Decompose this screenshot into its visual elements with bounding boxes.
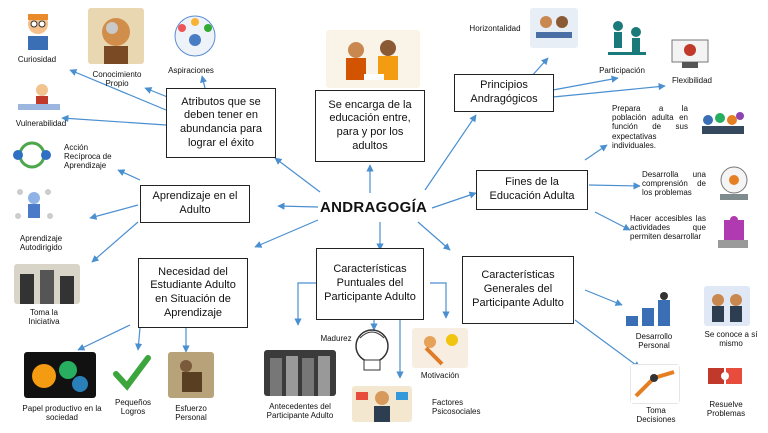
label-esfuerzo: Esfuerzo Personal: [175, 404, 207, 423]
psychosocial-picture: [352, 386, 412, 422]
knowledge-picture: [88, 8, 144, 64]
label-curiosidad: Curiosidad: [17, 55, 57, 64]
label-vulnerabilidad: Vulnerabilidad: [15, 119, 67, 128]
effort-picture: [168, 352, 214, 398]
prepare-picture: [700, 106, 746, 136]
arrow-need-logros: [138, 328, 140, 350]
arrow-gen-desarrollo: [585, 290, 622, 305]
label-factores: Factores Psicosociales: [432, 398, 481, 417]
background-picture: [264, 350, 336, 396]
arrow-spec-motivacion: [430, 283, 446, 318]
arrow-center-learning: [278, 206, 318, 207]
adults-learning-picture: [326, 30, 420, 88]
box-purpose: Se encarga de la educación entre, para y por los adultos: [315, 90, 425, 162]
arrow-center-principles: [425, 115, 476, 190]
motivation-picture: [412, 328, 468, 368]
label-autodirigido: Aprendizaje Autodirigido: [19, 234, 63, 253]
label-accesibles: Hacer accesibles las actividades que permiten desarrollar: [630, 214, 706, 242]
label-comprension: Desarrolla una comprensión de los problemas: [642, 170, 706, 198]
arrow-goals-comprension: [589, 185, 640, 186]
checkmark-picture: [112, 352, 152, 392]
arrow-spec-antecedentes: [298, 283, 316, 325]
arrow-princ-flexibilidad: [553, 86, 665, 97]
label-madurez: Madurez: [320, 334, 352, 343]
self-knowledge-picture: [704, 286, 750, 326]
arrow-attr-aspiraciones: [202, 76, 205, 88]
label-participacion: Participación: [599, 66, 645, 75]
arrow-goals-prepara: [585, 145, 607, 160]
maturity-picture: [350, 326, 394, 372]
arrow-center-need: [255, 220, 318, 247]
box-specific: Características Puntuales del Participante Adulto: [316, 248, 424, 320]
aspirations-picture: [170, 14, 220, 58]
label-conoce: Se conoce a sí mismo: [704, 330, 758, 349]
box-attributes: Atributos que se deben tener en abundancia para lograr el éxito: [166, 88, 276, 158]
label-iniciativa: Toma la Iniciativa: [28, 308, 60, 327]
horizontality-picture: [530, 8, 578, 48]
label-motivacion: Motivación: [420, 371, 460, 380]
arrow-learn-iniciativa: [92, 222, 138, 262]
label-flexibilidad: Flexibilidad: [671, 76, 713, 85]
label-papel: Papel productivo en la sociedad: [22, 404, 102, 423]
box-learning: Aprendizaje en el Adulto: [140, 185, 250, 223]
decisions-picture: [630, 364, 680, 404]
label-accion: Acción Recíproca de Aprendizaje: [64, 143, 112, 171]
participation-picture: [602, 12, 652, 62]
label-conocimiento: Conocimiento Propio: [92, 70, 142, 89]
arrow-goals-accesibles: [595, 212, 630, 230]
productive-role-picture: [24, 352, 96, 398]
puzzle-picture: [714, 214, 754, 252]
label-logros: Pequeños Logros: [114, 398, 152, 417]
label-desarrollo: Desarrollo Personal: [635, 332, 673, 351]
reciprocal-action-picture: [10, 140, 54, 170]
initiative-picture: [14, 264, 80, 304]
arrow-learn-accion: [118, 170, 140, 180]
vulnerability-picture: [14, 80, 64, 116]
label-prepara: Prepara a la población adulta en función de sus expectativas individuales.: [612, 104, 688, 150]
curiosity-picture: [20, 10, 56, 50]
label-aspiraciones: Aspiraciones: [168, 66, 214, 75]
label-horizontalidad: Horizontalidad: [469, 24, 521, 33]
center-title: ANDRAGOGÍA: [320, 199, 428, 216]
arrow-center-general: [418, 222, 450, 250]
arrow-learn-autodirigido: [90, 205, 138, 218]
label-antecedentes: Antecedentes del Participante Adulto: [266, 402, 334, 421]
box-goals: Fines de la Educación Adulta: [476, 170, 588, 210]
arrow-attr-vulnerabilidad: [62, 118, 166, 125]
box-general: Características Generales del Participante Adulto: [462, 256, 574, 324]
arrow-princ-participacion: [553, 78, 618, 90]
arrow-need-papel: [78, 325, 130, 350]
solve-problems-picture: [702, 360, 748, 394]
comprehension-picture: [712, 164, 756, 202]
personal-development-picture: [622, 290, 680, 328]
label-decisiones: Toma Decisiones: [636, 406, 676, 425]
box-need: Necesidad del Estudiante Adulto en Situación de Aprendizaje: [138, 258, 248, 328]
arrow-center-attributes: [275, 158, 320, 192]
label-resuelve: Resuelve Problemas: [706, 400, 746, 419]
box-principles: Principios Andragógicos: [454, 74, 554, 112]
self-directed-picture: [14, 186, 54, 228]
flexibility-picture: [668, 34, 712, 72]
arrow-center-goals: [432, 193, 476, 208]
